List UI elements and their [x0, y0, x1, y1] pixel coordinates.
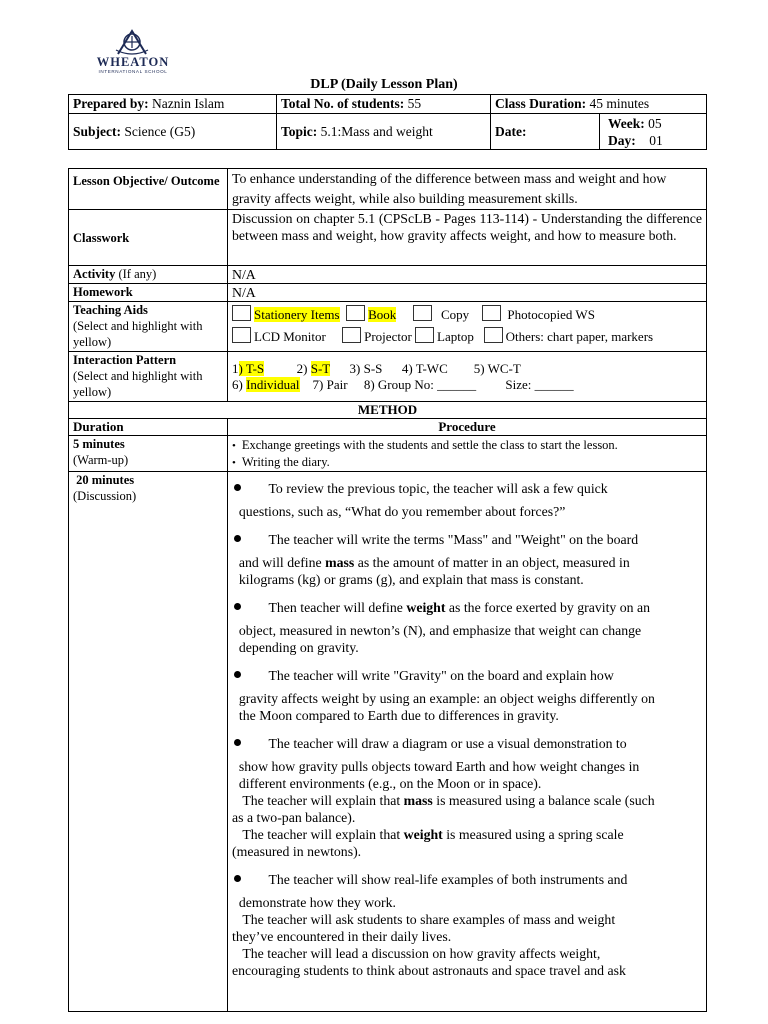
topic-cell: Topic: 5.1:Mass and weight: [277, 114, 491, 150]
checkbox-icon: [413, 305, 432, 321]
checkbox-icon: [342, 327, 361, 343]
list-item: • Exchange greetings with the students and settle the class to start the lesson.: [232, 438, 618, 452]
list-item-cont: as a two-pan balance).: [232, 810, 356, 825]
school-logo: [92, 28, 174, 76]
pattern-individual[interactable]: 6) Individual: [232, 377, 300, 392]
list-item: The teacher will write the terms "Mass" and "Weight" on the board: [232, 531, 702, 548]
list-item-cont: object, measured in newton’s (N), and emphasize that weight can change: [238, 623, 642, 638]
bullet-icon: [234, 875, 241, 882]
method-title: METHOD: [69, 402, 707, 419]
checkbox-icon: [415, 327, 434, 343]
list-item-cont: depending on gravity.: [238, 640, 359, 655]
bullet-icon: [234, 671, 241, 678]
discussion-duration: 20 minutes (Discussion): [69, 472, 228, 1012]
procedure-header: Procedure: [228, 419, 707, 436]
interaction-label: Interaction Pattern (Select and highlight with yellow): [69, 352, 228, 402]
lesson-table: [68, 168, 707, 1012]
activity-value: N/A: [228, 266, 707, 284]
students-value: 55: [407, 96, 422, 111]
homework-label: Homework: [69, 284, 228, 302]
list-item-cont: The teacher will explain that mass is measured using a balance scale (such: [242, 793, 655, 808]
students-cell: Total No. of students: 55: [277, 95, 491, 114]
week-day-cell: Week: 05 Day: 01: [600, 114, 707, 150]
date-cell: Date:: [491, 114, 600, 150]
list-item-cont: show how gravity pulls objects toward Earth and how weight changes in: [238, 759, 640, 774]
list-item-cont: encouraging students to think about astronauts and space travel and ask: [232, 963, 626, 978]
bullet-icon: [234, 484, 241, 491]
activity-label: Activity (If any): [69, 266, 228, 284]
crest-icon: [114, 28, 150, 56]
list-item-cont: The teacher will ask students to share examples of mass and weight: [242, 912, 616, 927]
bullet-icon: [234, 535, 241, 542]
aid-photocopied[interactable]: Photocopied WS: [482, 307, 595, 322]
discussion-procedure: [228, 472, 707, 1012]
list-item-cont: and will define mass as the amount of matter in an object, measured in: [238, 555, 630, 570]
prepared-by-value: Naznin Islam: [152, 96, 225, 111]
topic-value: 5.1:Mass and weight: [320, 123, 433, 139]
objective-label: Lesson Objective/ Outcome: [69, 169, 228, 210]
teaching-aids-options: [228, 302, 707, 352]
list-item-cont: they’ve encountered in their daily lives.: [232, 929, 452, 944]
list-item-cont: gravity affects weight by using an example: an object weighs differently on: [238, 691, 655, 706]
list-item-cont: (measured in newtons).: [232, 844, 362, 859]
aid-stationery[interactable]: Stationery Items: [232, 307, 340, 322]
logo-wordmark: WHEATON: [96, 55, 170, 69]
checkbox-icon: [482, 305, 501, 321]
document-title: DLP (Daily Lesson Plan): [310, 77, 458, 92]
bullet-icon: [234, 739, 241, 746]
list-item: The teacher will write "Gravity" on the board and explain how: [232, 667, 702, 684]
subject-value: Science (G5): [124, 123, 196, 139]
warmup-procedure: [228, 436, 707, 472]
week-value: 05: [648, 115, 662, 131]
aid-copy[interactable]: Copy: [413, 307, 470, 322]
duration-value: 45 minutes: [589, 96, 650, 111]
list-item-cont: demonstrate how they work.: [238, 895, 397, 910]
class-duration-cell: Class Duration: 45 minutes: [491, 95, 707, 114]
aid-lcd[interactable]: LCD Monitor: [232, 329, 326, 344]
list-item-cont: kilograms (kg) or grams (g), and explain that mass is constant.: [238, 572, 584, 587]
pattern-twc[interactable]: 4) T-WC: [401, 361, 448, 376]
info-table: [68, 94, 707, 150]
pattern-size[interactable]: Size: ______: [505, 377, 574, 392]
pattern-ss[interactable]: 3) S-S: [349, 361, 383, 376]
list-item: The teacher will draw a diagram or use a visual demonstration to: [232, 735, 702, 752]
list-item-cont: the Moon compared to Earth due to differences in gravity.: [238, 708, 559, 723]
pattern-wct[interactable]: 5) WC-T: [473, 361, 521, 376]
list-item: To review the previous topic, the teacher will ask a few quick: [232, 480, 702, 497]
checkbox-icon: [346, 305, 365, 321]
duration-header: Duration: [69, 419, 228, 436]
list-item: Then teacher will define weight as the force exerted by gravity on an: [232, 599, 702, 616]
homework-value: N/A: [228, 284, 707, 302]
list-item: The teacher will show real-life examples of both instruments and: [232, 871, 702, 888]
aid-book[interactable]: Book: [346, 307, 396, 322]
warmup-duration: 5 minutes (Warm-up): [69, 436, 228, 472]
classwork-label: Classwork: [69, 210, 228, 266]
interaction-options: [228, 352, 707, 402]
pattern-pair[interactable]: 7) Pair: [312, 377, 348, 392]
bullet-icon: [234, 603, 241, 610]
checkbox-icon: [232, 327, 251, 343]
objective-value: To enhance understanding of the difference between mass and weight and how gravity affects weight, while also building measurement skills.: [228, 169, 707, 210]
day-value: 01: [649, 132, 663, 148]
list-item-cont: different environments (e.g., on the Moon or in space).: [238, 776, 542, 791]
pattern-ts[interactable]: 1) T-S: [232, 361, 265, 376]
list-item: • Writing the diary.: [232, 455, 330, 469]
subject-cell: Subject: Science (G5): [69, 114, 277, 150]
aid-laptop[interactable]: Laptop: [415, 329, 474, 344]
list-item-cont: questions, such as, “What do you remember about forces?”: [238, 504, 566, 519]
prepared-by-cell: Prepared by: Naznin Islam: [69, 95, 277, 114]
checkbox-icon: [232, 305, 251, 321]
aid-others[interactable]: Others: chart paper, markers: [484, 329, 653, 344]
teaching-aids-label: Teaching Aids (Select and highlight with yellow): [69, 302, 228, 352]
list-item-cont: The teacher will explain that weight is measured using a spring scale: [242, 827, 624, 842]
logo-subtitle: INTERNATIONAL SCHOOL: [98, 69, 168, 74]
checkbox-icon: [484, 327, 503, 343]
classwork-value: Discussion on chapter 5.1 (CPScLB - Pages 113-114) - Understanding the difference between mass and weight, how gravity affects weight, and how to measure both.: [228, 210, 707, 266]
pattern-st[interactable]: 2) S-T: [296, 361, 331, 376]
pattern-group[interactable]: 8) Group No: ______: [363, 377, 477, 392]
aid-projector[interactable]: Projector: [342, 329, 412, 344]
list-item-cont: The teacher will lead a discussion on how gravity affects weight,: [242, 946, 601, 961]
